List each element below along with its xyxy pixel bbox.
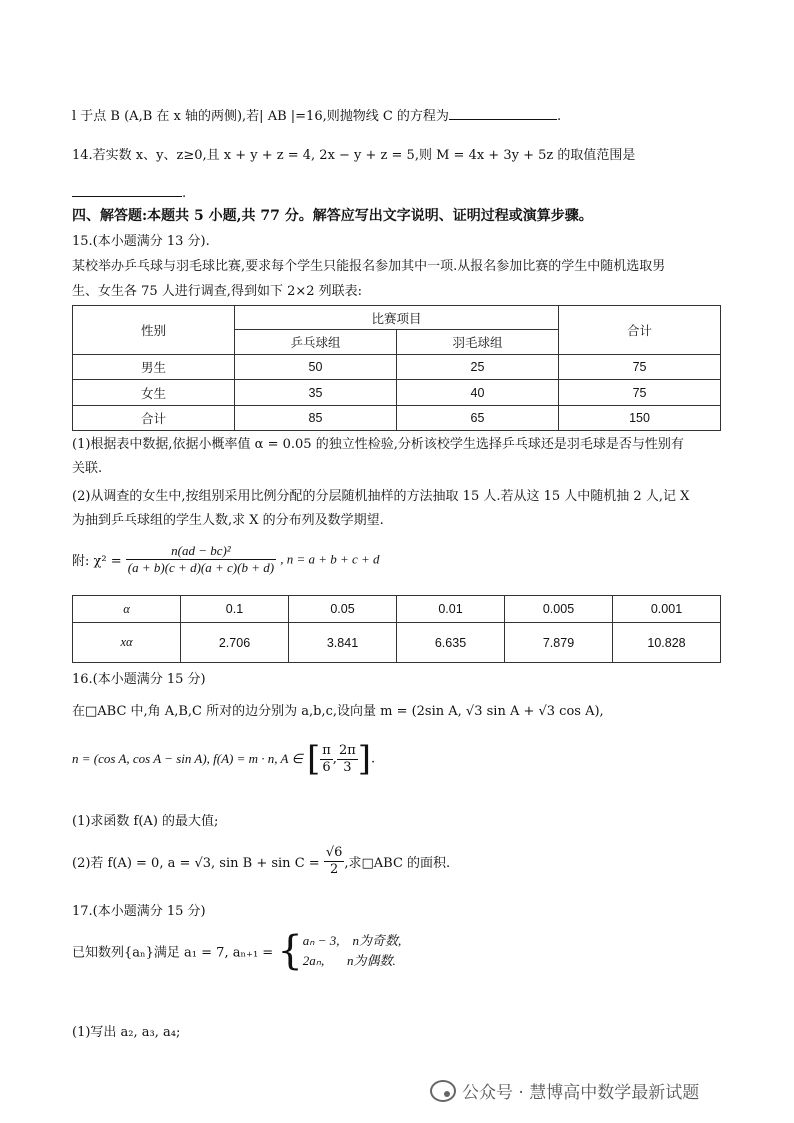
q14-line: [72, 146, 635, 166]
table-cell: 85: [235, 406, 397, 431]
critical-value-table: [72, 595, 721, 663]
table-cell: 2.706: [181, 623, 289, 663]
alpha-label: α: [73, 596, 181, 623]
table-cell: 3.841: [289, 623, 397, 663]
q15-head: [72, 232, 210, 252]
q16-head: [72, 670, 206, 690]
row-label: 男生: [73, 355, 235, 380]
q17-stem: [72, 928, 401, 974]
q16-part2-text: (2)若 f(A) = 0, a = √3, sin B + sin C =: [72, 856, 320, 871]
frac-den: 2: [329, 862, 339, 877]
q15-part1-line1: [72, 435, 684, 455]
q13-tail-text: l 于点 B (A,B 在 x 轴的两侧),若| AB |=16,则抛物线 C 的方程为: [72, 109, 449, 124]
right-bracket: ]: [357, 739, 372, 779]
q14-text: 14.若实数 x、y、z≥0,且 x + y + z = 4, 2x − y + z = 5,则 M = 4x + 3y + 5z 的取值范围是: [72, 148, 636, 163]
answer-blank: [72, 184, 182, 197]
q17-part1-text: (1)写出 a₂, a₃, a₄;: [72, 1025, 181, 1040]
table-cell: 50: [235, 355, 397, 380]
answer-blank: [449, 107, 557, 120]
table-cell: 6.635: [397, 623, 505, 663]
q16-stem1: 在□ABC 中,角 A,B,C 所对的边分别为 a,b,c,设向量 m = (2sin A, √3 sin A + √3 cos A),: [72, 704, 604, 719]
q15-part1-text: (1)根据表中数据,依据小概率值 α = 0.05 的独立性检验,分析该校学生选择乒乓球还是羽毛球是否与性别有: [72, 437, 684, 452]
table-cell: 0.005: [505, 596, 613, 623]
q13-tail-end: .: [556, 109, 562, 124]
table-row: [73, 596, 721, 623]
table-cell: 0.001: [613, 596, 721, 623]
q16-head-text: 16.(本小题满分 15 分): [72, 672, 206, 687]
q15-stem-line2: [72, 282, 362, 302]
frac-den: 3: [343, 759, 352, 775]
q16-part1-text: (1)求函数 f(A) 的最大值;: [72, 814, 219, 829]
interval-start: [320, 743, 333, 776]
contingency-table: [72, 305, 721, 431]
table-cell: 150: [559, 406, 721, 431]
q15-part2-text: (2)从调查的女生中,按组别采用比例分配的分层随机抽样的方法抽取 15 人.若从这 15 人中随机抽 2 人,记 X: [72, 489, 690, 504]
q15-part2-text2: 为抽到乒乓球组的学生人数,求 X 的分布列及数学期望.: [72, 513, 384, 528]
q15-part2-line2: [72, 511, 384, 531]
table-cell: 65: [397, 406, 559, 431]
q17-head: [72, 902, 206, 922]
table-cell: 10.828: [613, 623, 721, 663]
gender-header: 性别: [73, 306, 235, 355]
table-cell: 7.879: [505, 623, 613, 663]
table-cell: 40: [397, 380, 559, 406]
q13-tail-line: [72, 107, 561, 127]
q16-part1: [72, 812, 218, 832]
comma: ,: [332, 751, 337, 767]
section-title: [72, 206, 593, 226]
row-label: 女生: [73, 380, 235, 406]
q16-stem2: n = (cos A, cos A − sin A), f(A) = m · n, A ∈: [72, 751, 303, 766]
event-header: 比赛项目: [235, 306, 559, 330]
table-cell: 25: [397, 355, 559, 380]
watermark-text: 公众号 · 慧博高中数学最新试题: [462, 1083, 700, 1103]
section-title-text: 四、解答题:本题共 5 小题,共 77 分。解答应写出文字说明、证明过程或演算步骤。: [72, 208, 593, 224]
q17-part1: [72, 1023, 180, 1043]
brace: {: [277, 928, 303, 974]
q16-part2: [72, 845, 450, 878]
piecewise-cases: [303, 931, 401, 971]
col-pingpong: 乒乓球组: [235, 330, 397, 355]
table-cell: 75: [559, 380, 721, 406]
table-row: [73, 623, 721, 663]
q15-part1-line2: [72, 459, 102, 479]
q15-stem-line1: [72, 257, 665, 277]
q15-part1-text2: 关联.: [72, 461, 103, 476]
case-even: 2aₙ, n为偶数.: [302, 953, 396, 968]
table-cell: 75: [559, 355, 721, 380]
col-badminton: 羽毛球组: [397, 330, 559, 355]
formula-prefix: 附: χ² =: [72, 554, 122, 569]
x-alpha-label: xα: [73, 623, 181, 663]
table-row: [73, 406, 721, 431]
q15-stem1: 某校举办乒乓球与羽毛球比赛,要求每个学生只能报名参加其中一项.从报名参加比赛的学生中随机选取男: [72, 259, 666, 274]
q15-head-text: 15.(本小题满分 13 分).: [72, 234, 210, 249]
interval-end: [337, 743, 358, 776]
q16-stem-line1: [72, 702, 604, 722]
frac-num: π: [322, 742, 331, 758]
q14-end: .: [182, 186, 187, 201]
wechat-icon: [430, 1080, 456, 1102]
q15-part2-line1: [72, 487, 689, 507]
q17-head-text: 17.(本小题满分 15 分): [72, 904, 206, 919]
q16-stem-line2: [72, 739, 376, 779]
q14-blank-line: [72, 184, 186, 204]
q17-stem-text: 已知数列{aₙ}满足 a₁ = 7, aₙ₊₁ =: [72, 945, 274, 961]
watermark: [430, 1078, 699, 1103]
table-row: [73, 380, 721, 406]
chi-square-formula: [72, 543, 380, 576]
frac-den: 6: [322, 759, 331, 775]
table-row: [73, 355, 721, 380]
left-bracket: [: [306, 739, 321, 779]
q16-stem2-end: .: [371, 751, 376, 767]
row-label: 合计: [73, 406, 235, 431]
case-odd: aₙ − 3, n为奇数,: [302, 933, 402, 948]
frac-num: √6: [325, 845, 343, 860]
formula-numerator: n(ad − bc)²: [126, 543, 276, 560]
table-cell: 35: [235, 380, 397, 406]
table-cell: 0.01: [397, 596, 505, 623]
formula-suffix: , n = a + b + c + d: [280, 551, 380, 567]
q15-stem2: 生、女生各 75 人进行调查,得到如下 2×2 列联表:: [72, 284, 363, 299]
formula-fraction: [126, 543, 276, 576]
formula-denominator: (a + b)(c + d)(a + c)(b + d): [127, 560, 275, 575]
frac-num: 2π: [338, 742, 356, 758]
q16-part2-fraction: [324, 845, 345, 878]
table-cell: 0.1: [181, 596, 289, 623]
q16-part2-end: ,求□ABC 的面积.: [344, 856, 451, 871]
total-header: 合计: [559, 306, 721, 355]
table-cell: 0.05: [289, 596, 397, 623]
